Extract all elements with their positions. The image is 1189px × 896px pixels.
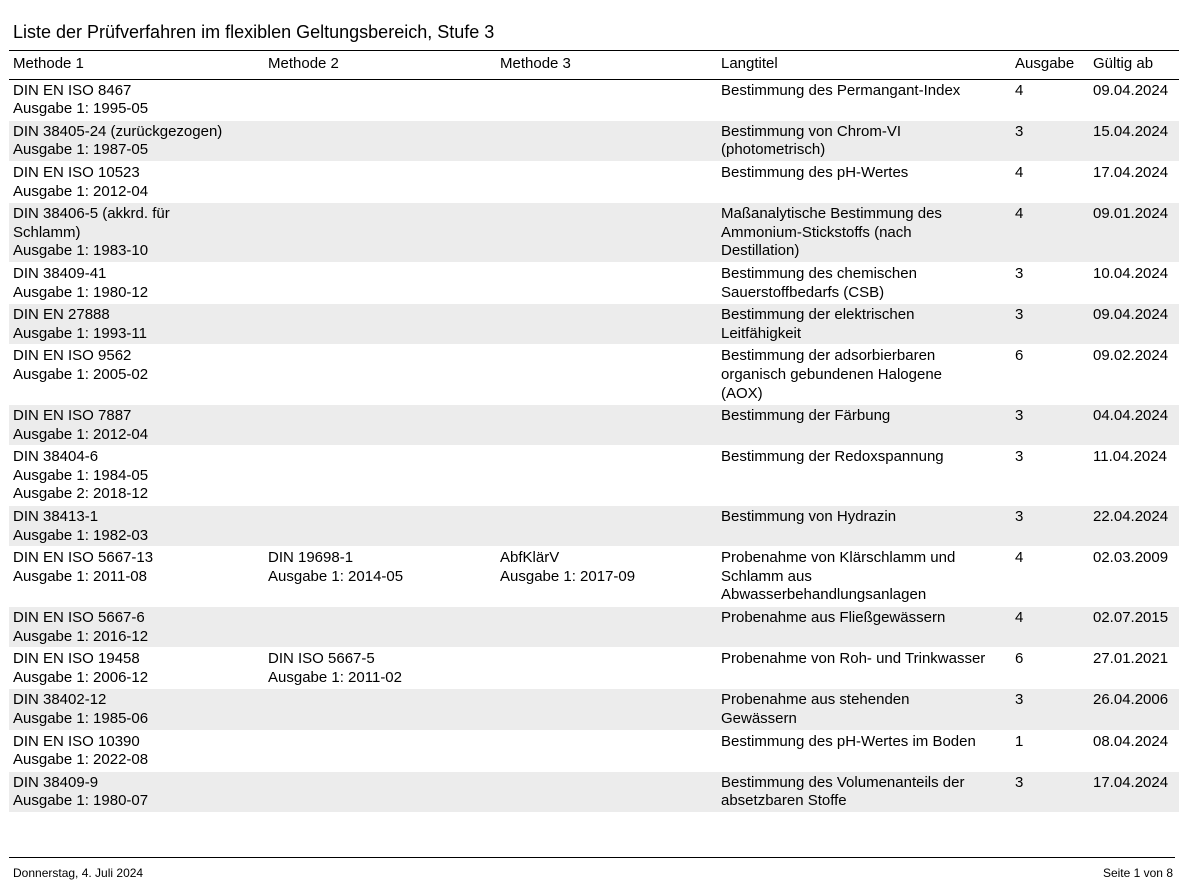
- cell-methode-1-line: Ausgabe 1: 2006-12: [13, 668, 149, 686]
- cell-methode-1-line: Ausgabe 1: 1980-07: [13, 792, 149, 810]
- cell-methode-2-line: DIN 19698-1: [268, 549, 354, 567]
- cell-langtitel-line: Bestimmung des Permangant-Index: [721, 81, 961, 99]
- cell-methode-1: [9, 79, 264, 120]
- cell-methode-1: [9, 405, 264, 446]
- cell-methode-2: [264, 203, 496, 263]
- cell-methode-2: [264, 771, 496, 812]
- cell-gueltig-ab: 02.07.2015: [1089, 607, 1179, 648]
- cell-methode-1-line: Ausgabe 1: 2016-12: [13, 627, 149, 645]
- cell-methode-1-line: DIN 38404-6: [13, 448, 99, 466]
- cell-methode-1-line: Ausgabe 1: 1985-06: [13, 710, 149, 727]
- cell-methode-1-line: Ausgabe 2: 2018-12: [13, 485, 149, 503]
- cell-langtitel: [717, 771, 1011, 812]
- cell-ausgabe: 3: [1011, 120, 1089, 161]
- cell-ausgabe: 3: [1011, 405, 1089, 446]
- cell-methode-1-line: DIN EN ISO 19458: [13, 650, 140, 668]
- cell-langtitel-line: Bestimmung der Redoxspannung: [721, 448, 944, 466]
- footer-page-number: Seite 1 von 8: [1102, 866, 1173, 880]
- cell-langtitel: [717, 446, 1011, 506]
- cell-langtitel-line: Probenahme von Roh- und Trinkwasser: [721, 650, 986, 668]
- cell-gueltig-ab: 27.01.2021: [1089, 648, 1179, 689]
- cell-methode-1-line: Ausgabe 1: 1993-11: [13, 324, 147, 342]
- cell-langtitel-line: Bestimmung des pH-Wertes im Boden: [721, 732, 976, 750]
- cell-methode-2: [264, 304, 496, 345]
- cell-methode-2: [264, 648, 496, 689]
- cell-methode-1-line: DIN 38413-1: [13, 508, 99, 526]
- cell-gueltig-ab: 09.04.2024: [1089, 79, 1179, 120]
- cell-methode-1: [9, 446, 264, 506]
- cell-gueltig-ab: 08.04.2024: [1089, 730, 1179, 771]
- table-header-row: [9, 51, 1179, 80]
- table-row: [9, 405, 1179, 446]
- cell-ausgabe: 4: [1011, 203, 1089, 263]
- footer-date: Donnerstag, 4. Juli 2024: [13, 866, 144, 880]
- cell-methode-2: [264, 446, 496, 506]
- cell-methode-1-line: Schlamm): [13, 223, 81, 241]
- cell-methode-2: [264, 79, 496, 120]
- cell-methode-1-line: Ausgabe 1: 2012-04: [13, 182, 149, 200]
- cell-methode-1-line: DIN EN ISO 7887: [13, 407, 132, 425]
- cell-ausgabe: 3: [1011, 446, 1089, 506]
- cell-gueltig-ab: 09.04.2024: [1089, 304, 1179, 345]
- table-row: [9, 345, 1179, 405]
- cell-methode-3: [496, 730, 717, 771]
- table-body: [9, 79, 1179, 812]
- cell-ausgabe: 3: [1011, 771, 1089, 812]
- cell-methode-1-line: Ausgabe 1: 2022-08: [13, 751, 149, 769]
- cell-gueltig-ab: 09.02.2024: [1089, 345, 1179, 405]
- cell-methode-3: [496, 262, 717, 303]
- cell-langtitel: [717, 345, 1011, 405]
- cell-methode-3: [496, 547, 717, 607]
- cell-methode-1: [9, 771, 264, 812]
- cell-methode-1-line: Ausgabe 1: 1984-05: [13, 466, 149, 484]
- cell-ausgabe: 3: [1011, 689, 1089, 730]
- cell-langtitel: [717, 607, 1011, 648]
- cell-methode-1: [9, 689, 264, 730]
- cell-methode-2: [264, 506, 496, 547]
- column-header-methode-1: Methode 1: [9, 51, 264, 80]
- cell-langtitel-line: absetzbaren Stoffe: [721, 792, 847, 810]
- cell-langtitel: [717, 689, 1011, 730]
- cell-methode-3: [496, 79, 717, 120]
- cell-methode-1: [9, 304, 264, 345]
- cell-langtitel-line: Probenahme von Klärschlamm und: [721, 549, 956, 567]
- cell-methode-1-line: DIN EN ISO 5667-6: [13, 609, 145, 627]
- cell-methode-3: [496, 506, 717, 547]
- cell-langtitel-line: Bestimmung der elektrischen: [721, 306, 915, 324]
- table-row: [9, 771, 1179, 812]
- cell-langtitel-line: (photometrisch): [721, 141, 826, 159]
- cell-methode-1: [9, 262, 264, 303]
- cell-methode-3-line: AbfKlärV: [500, 549, 560, 567]
- cell-langtitel: [717, 79, 1011, 120]
- cell-ausgabe: 3: [1011, 506, 1089, 547]
- cell-methode-2: [264, 345, 496, 405]
- cell-langtitel: [717, 648, 1011, 689]
- cell-methode-2-line: DIN ISO 5667-5: [268, 650, 375, 668]
- table-row: [9, 689, 1179, 730]
- cell-langtitel-line: Abwasserbehandlungsanlagen: [721, 586, 927, 604]
- cell-ausgabe: 4: [1011, 607, 1089, 648]
- cell-langtitel: [717, 161, 1011, 202]
- cell-ausgabe: 6: [1011, 648, 1089, 689]
- cell-langtitel-line: Probenahme aus stehenden: [721, 691, 910, 709]
- cell-methode-1-line: DIN 38409-9: [13, 773, 99, 791]
- cell-methode-1: [9, 607, 264, 648]
- cell-langtitel-line: Bestimmung von Hydrazin: [721, 508, 897, 526]
- cell-langtitel-line: (AOX): [721, 384, 763, 402]
- cell-methode-3-line: Ausgabe 1: 2017-09: [500, 567, 636, 585]
- cell-methode-1: [9, 506, 264, 547]
- cell-gueltig-ab: 11.04.2024: [1089, 446, 1179, 506]
- cell-methode-2: [264, 405, 496, 446]
- cell-gueltig-ab: 04.04.2024: [1089, 405, 1179, 446]
- table-row: [9, 262, 1179, 303]
- cell-methode-1: [9, 345, 264, 405]
- cell-methode-1-line: DIN EN ISO 9562: [13, 347, 132, 365]
- cell-langtitel-line: Maßanalytische Bestimmung des: [721, 205, 942, 223]
- cell-methode-1-line: Ausgabe 1: 2012-04: [13, 425, 149, 443]
- cell-gueltig-ab: 02.03.2009: [1089, 547, 1179, 607]
- table-row: [9, 203, 1179, 263]
- cell-methode-1-line: Ausgabe 1: 1980-12: [13, 283, 149, 301]
- cell-methode-1: [9, 730, 264, 771]
- cell-langtitel: [717, 304, 1011, 345]
- cell-gueltig-ab: 17.04.2024: [1089, 771, 1179, 812]
- cell-methode-2: [264, 689, 496, 730]
- cell-methode-1-line: DIN 38402-12: [13, 691, 107, 709]
- table-row: [9, 730, 1179, 771]
- table-row: [9, 304, 1179, 345]
- cell-methode-1-line: DIN EN 27888: [13, 306, 110, 324]
- cell-langtitel-line: Bestimmung der Färbung: [721, 407, 891, 425]
- cell-methode-1: [9, 648, 264, 689]
- table-row: [9, 506, 1179, 547]
- cell-methode-1: [9, 547, 264, 607]
- cell-methode-1-line: DIN EN ISO 5667-13: [13, 549, 154, 567]
- cell-methode-1: [9, 161, 264, 202]
- cell-langtitel: [717, 405, 1011, 446]
- page-title: Liste der Prüfverfahren im flexiblen Geltungsbereich, Stufe 3: [13, 22, 495, 42]
- cell-langtitel: [717, 203, 1011, 263]
- table-row: [9, 79, 1179, 120]
- cell-methode-1-line: Ausgabe 1: 2005-02: [13, 365, 149, 383]
- cell-gueltig-ab: 10.04.2024: [1089, 262, 1179, 303]
- cell-methode-3: [496, 607, 717, 648]
- cell-ausgabe: 1: [1011, 730, 1089, 771]
- cell-ausgabe: 3: [1011, 304, 1089, 345]
- cell-gueltig-ab: 17.04.2024: [1089, 161, 1179, 202]
- cell-langtitel-line: Bestimmung des chemischen: [721, 264, 917, 282]
- cell-methode-1-line: Ausgabe 1: 2011-08: [13, 567, 147, 585]
- cell-methode-2: [264, 547, 496, 607]
- cell-methode-1-line: DIN 38405-24 (zurückgezogen): [13, 122, 223, 140]
- column-header-langtitel: Langtitel: [717, 51, 1011, 80]
- cell-langtitel: [717, 262, 1011, 303]
- cell-methode-1: [9, 203, 264, 263]
- cell-langtitel-line: Ammonium-Stickstoffs (nach: [721, 223, 912, 241]
- cell-methode-3: [496, 161, 717, 202]
- cell-ausgabe: 6: [1011, 345, 1089, 405]
- cell-methode-3: [496, 648, 717, 689]
- cell-methode-2: [264, 161, 496, 202]
- cell-methode-2: [264, 730, 496, 771]
- cell-ausgabe: 4: [1011, 79, 1089, 120]
- cell-methode-1-line: DIN 38406-5 (akkrd. für: [13, 205, 170, 223]
- cell-methode-3: [496, 771, 717, 812]
- cell-langtitel-line: Sauerstoffbedarfs (CSB): [721, 283, 885, 301]
- test-method-table: [9, 50, 1179, 813]
- cell-langtitel-line: Bestimmung des pH-Wertes: [721, 163, 909, 181]
- cell-methode-1-line: DIN EN ISO 10390: [13, 732, 140, 750]
- cell-methode-3: [496, 345, 717, 405]
- cell-methode-3: [496, 446, 717, 506]
- table-row: [9, 446, 1179, 506]
- cell-methode-1-line: DIN EN ISO 8467: [13, 81, 132, 99]
- cell-gueltig-ab: 15.04.2024: [1089, 120, 1179, 161]
- cell-langtitel: [717, 547, 1011, 607]
- cell-methode-3: [496, 405, 717, 446]
- cell-methode-1-line: Ausgabe 1: 1983-10: [13, 242, 149, 260]
- cell-methode-3: [496, 120, 717, 161]
- column-header-methode-2: Methode 2: [264, 51, 496, 80]
- table-row: [9, 120, 1179, 161]
- cell-langtitel: [717, 506, 1011, 547]
- cell-methode-3: [496, 203, 717, 263]
- cell-methode-1-line: DIN 38409-41: [13, 264, 107, 282]
- cell-langtitel-line: Schlamm aus: [721, 567, 812, 585]
- table-row: [9, 547, 1179, 607]
- cell-langtitel: [717, 120, 1011, 161]
- cell-methode-2: [264, 607, 496, 648]
- cell-methode-2-line: Ausgabe 1: 2011-02: [268, 668, 402, 686]
- cell-methode-2-line: Ausgabe 1: 2014-05: [268, 567, 404, 585]
- cell-ausgabe: 4: [1011, 161, 1089, 202]
- cell-methode-1-line: Ausgabe 1: 1982-03: [13, 526, 149, 544]
- footer-divider: [9, 857, 1175, 858]
- cell-ausgabe: 4: [1011, 547, 1089, 607]
- cell-ausgabe: 3: [1011, 262, 1089, 303]
- cell-methode-1-line: Ausgabe 1: 1995-05: [13, 100, 149, 118]
- table-row: [9, 607, 1179, 648]
- cell-langtitel-line: Destillation): [721, 242, 800, 260]
- cell-methode-1: [9, 120, 264, 161]
- cell-gueltig-ab: 09.01.2024: [1089, 203, 1179, 263]
- cell-langtitel-line: Bestimmung von Chrom-VI: [721, 122, 902, 140]
- column-header-gueltig-ab: Gültig ab: [1089, 51, 1179, 80]
- cell-langtitel-line: Probenahme aus Fließgewässern: [721, 609, 946, 627]
- cell-methode-2: [264, 262, 496, 303]
- column-header-ausgabe: Ausgabe: [1011, 51, 1089, 80]
- cell-methode-1-line: Ausgabe 1: 1987-05: [13, 141, 149, 159]
- table-row: [9, 161, 1179, 202]
- cell-langtitel: [717, 730, 1011, 771]
- cell-langtitel-line: Bestimmung der adsorbierbaren: [721, 347, 936, 365]
- cell-methode-1-line: DIN EN ISO 10523: [13, 163, 140, 181]
- cell-gueltig-ab: 22.04.2024: [1089, 506, 1179, 547]
- cell-langtitel-line: Bestimmung des Volumenanteils der: [721, 773, 965, 791]
- cell-methode-3: [496, 304, 717, 345]
- cell-langtitel-line: Leitfähigkeit: [721, 324, 802, 342]
- cell-gueltig-ab: 26.04.2006: [1089, 689, 1179, 730]
- cell-methode-2: [264, 120, 496, 161]
- cell-langtitel-line: organisch gebundenen Halogene: [721, 365, 943, 383]
- column-header-methode-3: Methode 3: [496, 51, 717, 80]
- cell-langtitel-line: Gewässern: [721, 710, 797, 727]
- cell-methode-3: [496, 689, 717, 730]
- table-row: [9, 648, 1179, 689]
